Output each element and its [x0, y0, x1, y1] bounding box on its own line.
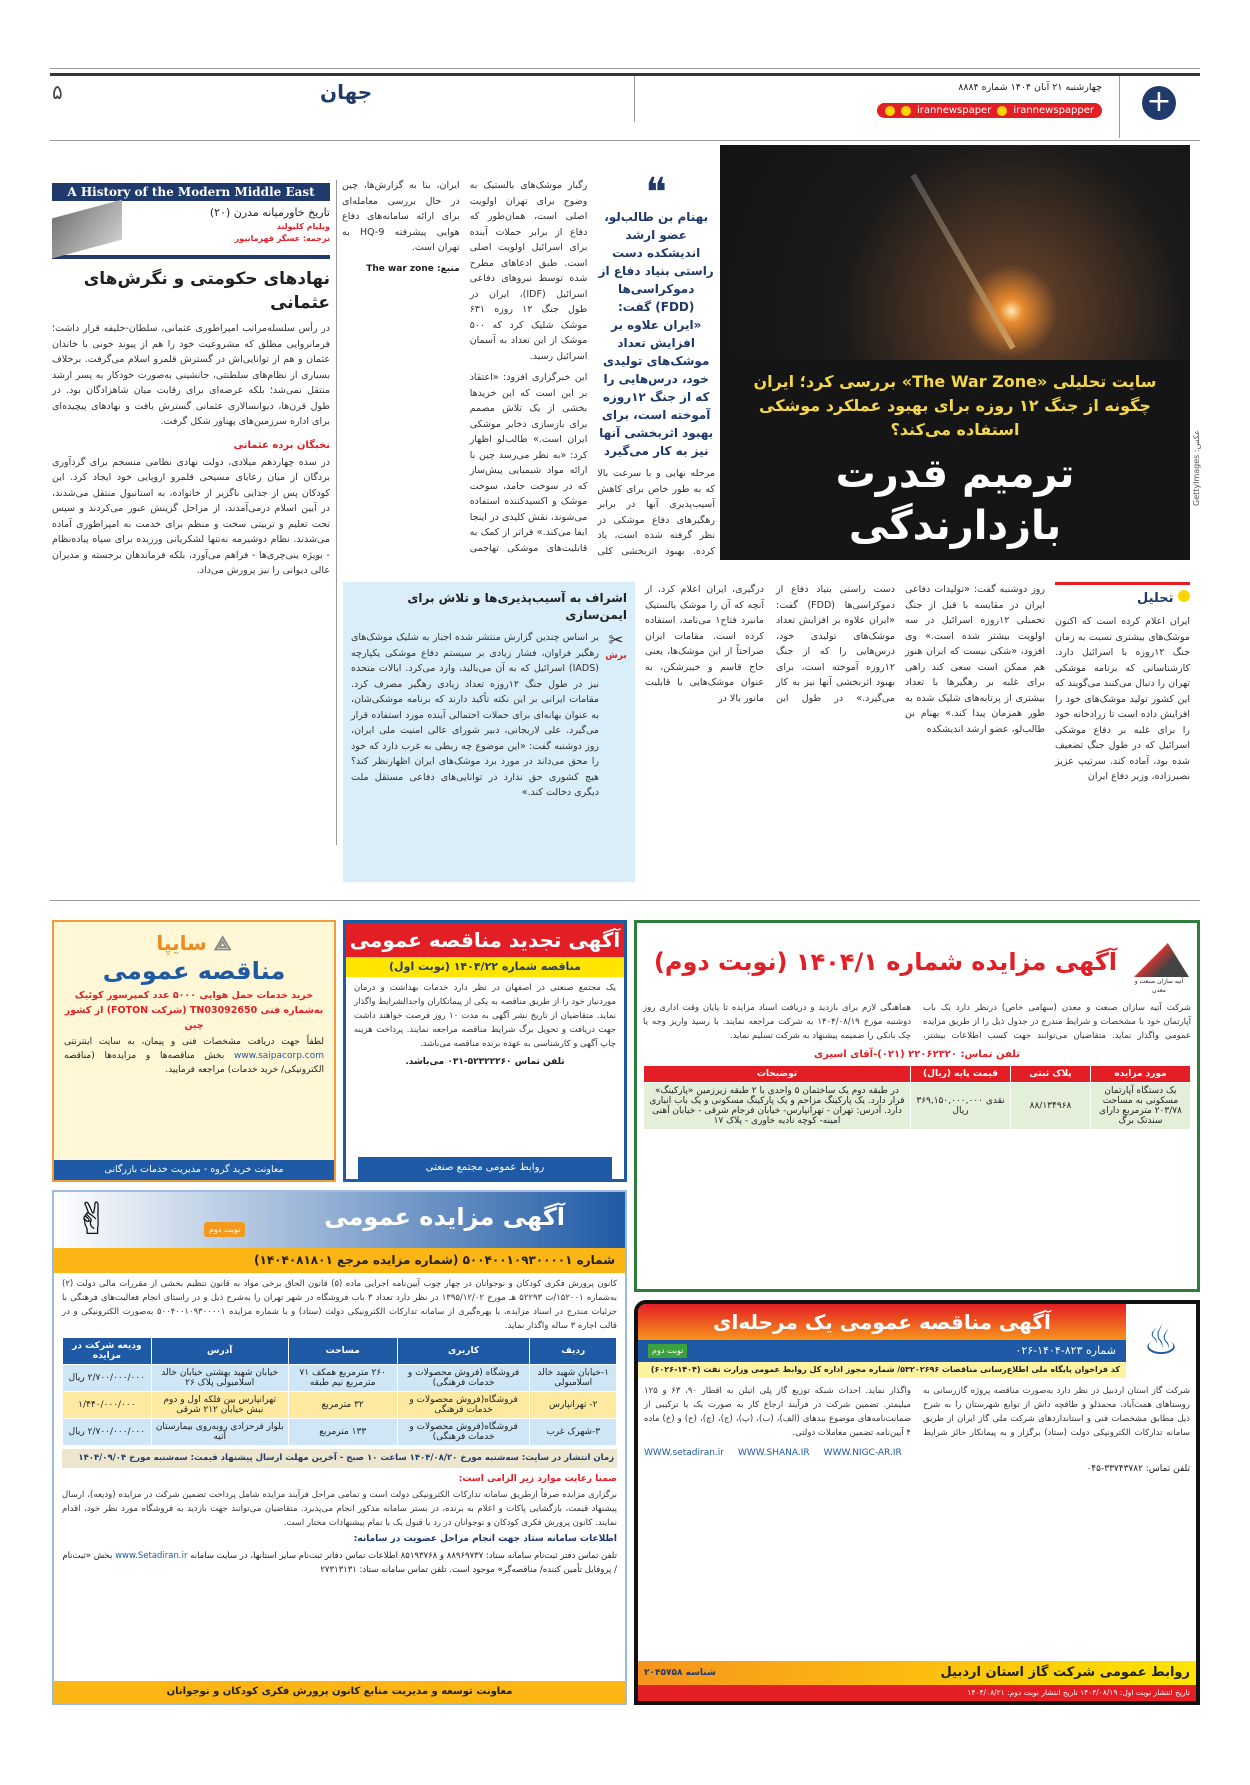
analysis-label: تحلیل	[1055, 590, 1190, 608]
tender-ad-saipa: ⟁ سایپا مناقصه عمومی خرید خدمات حمل هوایی ۵۰۰۰ عدد کمپرسور کوئیک به‌شماره فنی TN03092650 (شرکت FOTON) از کشور چین لطفاً جهت دریافت مشخصات فنی و پیمان، به سایت اینترنتی www.saipacorp.com بخش مناقصه‌ها و مزایده‌ها (مناقصه الکترونیکی/ خرید خدمات) مراجعه فرمایید. معاونت خرید گروه - مدیریت خدمات بازرگانی	[52, 920, 336, 1182]
box-label: ✂ برش	[605, 630, 627, 661]
auction-table: مورد مزایده پلاک ثبتی قیمت پایه (ریال) توضیحات یک دستگاه آپارتمان مسکونی به مساحت ۲۰۳/۷۸ مترمربع دارای سندتک برگ ۸۸/۱۳۴۹۶۸ نقدی ۳۶۹,۱۵۰,۰۰۰,۰۰۰ ریال در طبقه دوم یک ساختمان ۵ واحدی با ۲ طبقه زیرزمین «پارکینگ» قرار دارد. یک پارکینگ مزاحم و یک پارکینگ مسکونی و یک باب انباری دارد. آدرس: تهران - تهرانپارس- خیابان فرجام شرقی - خیابان آهنی امینه- کوچه نادیه خاوری - پلاک ۱۷	[643, 1065, 1191, 1130]
social-handles[interactable]	[877, 103, 1102, 118]
lead-column: این خبرگزاری افزود: «اعتقاد بر این است که این خریدها بخشی از یک تلاش مصمم برای بازسازی ذخایر موشکی ایران است.» طالب‌لو اظهار کرد: «به نظر می‌رسد چین با ارائه مواد شیمیایی پیش‌ساز که در سوخت جامد، سوخت موشک و اکسیدکننده استفاده می‌شوند، نقش کلیدی در اینجا ایفا می‌کند.» فراتر از کمک به قابلیت‌های موشکی تهاجمی ایران، بنا به گزارش‌ها، چین در حال بررسی معامله‌ای برای ارائه سامانه‌های دفاع هوایی پیشرفته HQ-9 به تهران است.	[342, 180, 588, 554]
section-title: جهان	[320, 80, 373, 104]
box-body: بر اساس چندین گزارش منتشر شده اجبار به شلیک موشک‌های رهگیر فراوان، فشار زیادی بر سیستم دفاع موشکی یکپارچه (IADS) اسرائیل که به آن می‌بالید، وارد می‌کرد. ایالات متحده نیز در طول جنگ ۱۲روزه تعداد زیادی رهگیر مصرف کرد. مقامات ایرانی بر این نکته تأکید دارند که برنامه موشکی‌شان، به عنوان بهانه‌ای برای حملات احتمالی آینده مورد استفاده قرار می‌گیرد. علی لاریجانی، دبیر شورای عالی امنیت ملی ایران، روز دوشنبه گفت: «این موضوع چه ربطی به غرب دارد که خود را محق می‌داند در مورد برد موشک‌های ایران اظهارنظر کند؟ هیچ کشوری حق ندارد در توانایی‌های دفاعی مستقل ملت دیگری دخالت کند.»	[351, 632, 599, 798]
pull-quote	[597, 170, 715, 460]
phone: تلفن تماس ۵۲۳۲۲۲۶۰-۰۳۱ می‌باشد.	[405, 1057, 565, 1067]
telegram-icon	[885, 106, 895, 116]
phone: تلفن تماس: ۳۳۷۴۳۷۸۲-۰۴۵	[1086, 1464, 1190, 1474]
quote-text: بهنام بن طالب‌لو، عضو ارشد اندیشکده دست راستی بنیاد دفاع از دموکراسی‌ها (FDD) گفت: «ایران علاوه بر افزایش تعداد موشک‌های تولیدی خود، درس‌هایی را که از جنگ ۱۲روزه آموخته است، برای بهبود اثربخشی آنها نیز به کار می‌گیرد	[598, 210, 714, 458]
tender-ad-gas: ♨ آگهی مناقصه عمومی یک مرحله‌ای شماره ۸۲۳-۱۴۰۴-۰۲۶ نوبت دوم کد فراخوان پایگاه ملی اطلاع‌رسانی مناقصات ۵۳۲۰۲۶۹۶/ شماره مجوز اداره کل روابط عمومی وزارت نفت (۱۴۰۴-۶۰۲۶) شرکت گاز استان اردبیل در نظر دارد به‌صورت مناقصه پروژه گازرسانی به روستاهای همت‌آباد، محمدلو و طاقچه داش از توابع شهرستان را به شرح ذیل مطابق مشخصات فنی و استانداردهای شرکت ملی گاز ایران از طریق سامانه تدارکات الکترونیکی دولت (ستاد) برگزار و به پیمانکار حائز شرایط واگذار نماید. احداث شبکه توزیع گاز پلی اتیلن به اقطار ۹۰، ۶۳ و ۱۲۵ میلیمتر. تضمین شرکت در فرآیند ارجاع کار به صورت یک یا ترکیبی از ضمانت‌نامه‌های موضوع بندهای (الف)، (ب)، (پ)، (ج)، (چ)، (ح) و (خ) ماده ۴ آیین‌نامه تضمین معاملات دولتی. WWW.setadiran.ir WWW.SHANA.IR WWW.NIGC-AR.IR تلفن تماس: ۳۳۷۴۳۷۸۲-۰۴۵ روابط عمومی شرکت گاز استان اردبیل شناسه ۲۰۴۵۷۵۸ تاریخ انتشار نوبت اول: ۱۴۰۴/۰۸/۱۹ تاریخ انتشار نوبت دوم: ۱۴۰۴/۰۸/۲۱	[634, 1300, 1200, 1705]
analysis-column: روز دوشنبه گفت: «تولیدات دفاعی ایران در مقایسه با قبل از جنگ تحمیلی ۱۲روزه اسرائیل در سه اولویت بیشتر شده است.» وی افزود، «شکی نیست که ایران هنوز هم ممکن است سعی کند راهی برای غلبه بر رهگیرها با تعداد بیشتری از پرتابه‌های شلیک شده به طور همزمان پیدا کند.» بهنام بن طالب‌لو، عضو ارشد اندیشکده	[905, 584, 1046, 735]
twitter-icon	[901, 106, 911, 116]
saipa-link[interactable]: www.saipacorp.com	[233, 1051, 324, 1061]
page-number: ۵	[52, 80, 63, 104]
stores-table: ردیف کاربری مساحت آدرس ودیعه شرکت در مزایده ۱-خیابان شهید خالد اسلامبولی فروشگاه (فروش محصولات و خدمات فرهنگی) ۲۶۰ مترمربع همکف ۷۱ مترمربع نیم طبقه خیابان شهید بهشتی خیابان خالد اسلامبولی پلاک ۲۶ ۲/۷۰۰/۰۰۰/۰۰۰ ریال ۲- تهرانپارس فروشگاه(فروش محصولات و خدمات فرهنگی ۳۲ مترمربع تهرانپارس بین فلکه اول و دوم نبش خیابان ۲۱۲ شرقی ۱/۴۴۰/۰۰۰/۰۰۰ ۳-شهرک غرب فروشگاه(فروش محصولات و خدمات فرهنگی) ۱۳۳ مترمربع بلوار فرحزادی روبه‌روی بیمارستان آتیه ۲/۷۰۰/۰۰۰/۰۰۰ ریال	[62, 1337, 617, 1446]
translator: ترجمه: عسگر قهرمانپور	[234, 234, 330, 243]
author: ویلیام کلیولند	[276, 222, 330, 231]
book-image	[52, 200, 122, 259]
phone: تلفن تماس: ۲۲۰۶۲۳۲۰ (۰۲۱)-آقای اسیری	[813, 1049, 1021, 1060]
lead-column: مرحله نهایی و با سرعت بالا که به طور خاص برای کاهش آسیب‌پذیری آنها در برابر رهگیرهای دفاع موشکی در نظر گرفته شده است، یاد کرده. بهبود اثربخشی کلی رگبار موشک‌های بالستیک به وضوح برای تهران اولویت اصلی است، همان‌طور که دفاع از برابر حملات آینده برای اسرائیل اولویت اصلی است. طبق ادعاهای مطرح شده توسط نیروهای دفاعی اسرائیل (IDF)، ایران در طول جنگ ۱۲ روزه ۶۳۱ موشک شلیک کرد که ۵۰۰ موشک از این تعداد به آسمان اسرائیل رسید.	[469, 180, 715, 557]
auction-ad-atieh: آتیه سازان صنعت و معدن آگهی مزایده شماره ۱۴۰۴/۱ (نوبت دوم) شرکت آتیه سازان صنعت و معدن (سهامی خاص) درنظر دارد یک باب آپارتمان خود با مشخصات و شرایط مندرج در جدول ذیل را از طریق مزایده عمومی واگذار نماید. متقاضیان می‌توانند جهت کسب اطلاعات بیشتر، هماهنگی لازم برای بازدید و دریافت اسناد مزایده تا پایان وقت اداری روز دوشنبه مورخ ۱۴۰۴/۰۸/۱۹ به شرکت مراجعه نمایند. با رسید واریز وجه یا چک بانکی را ضمیمه پیشنهاد به شرکت تسلیم نماید. تلفن تماس: ۲۲۰۶۲۳۲۰ (۰۲۱)-آقای اسیری مورد مزایده پلاک ثبتی قیمت پایه (ریال) توضیحات یک دستگاه آپارتمان مسکونی به مساحت ۲۰۳/۷۸ مترمربع دارای سندتک برگ ۸۸/۱۳۴۹۶۸ نقدی ۳۶۹,۱۵۰,۰۰۰,۰۰۰ ریال در طبقه دوم یک ساختمان ۵ واحدی با ۲ طبقه زیرزمین «پارکینگ» قرار دارد. یک پارکینگ مزاحم و یک پارکینگ مسکونی و یک باب انباری دارد. آدرس: تهران - تهرانپارس- خیابان فرجام شرقی - خیابان آهنی امینه- کوچه نادیه خاوری - پلاک ۱۷	[634, 920, 1200, 1292]
instagram-icon	[997, 106, 1007, 116]
box-title: اشراف به آسیب‌پذیری‌ها و تلاش برای ایمن‌سازی	[407, 591, 627, 622]
article-title: نهادهای حکومتی و نگرش‌های عثمانی	[83, 269, 330, 313]
plus-icon: +	[1142, 86, 1176, 120]
setad-link[interactable]: WWW.setadiran.ir	[644, 1448, 724, 1458]
nigc-logo: ♨	[1143, 1318, 1179, 1364]
tender-ad-isfahan: آگهی تجدید مناقصه عمومی مناقصه شماره ۱۴۰۴/۲۲ (نوبت اول) یک مجتمع صنعتی در اصفهان در نظر دارد خدمات بهداشت و درمان موردنیاز خود را از طریق مناقصه به یکی از پیمانکاران واجدالشرایط واگذار نماید. متقاضیان از تاریخ نشر آگهی به مدت ۱۰ روز فرصت خواهند داشت جهت دریافت و تحویل برگ شرایط مناقصه مراجعه نمایند. پرداخت هزینه چاپ آگهی و کارشناسی به عهده برنده مناقصه می‌باشد. تلفن تماس ۵۲۳۲۲۲۶۰-۰۳۱ می‌باشد. روابط عمومی مجتمع صنعتی	[343, 920, 627, 1182]
issue-date: چهارشنبه ۲۱ آبان ۱۴۰۴ شماره ۸۸۸۴	[958, 82, 1102, 93]
shana-link[interactable]: WWW.SHANA.IR	[738, 1448, 810, 1458]
scissors-icon: ✂	[608, 630, 624, 651]
sidebar-box	[343, 582, 635, 882]
series-title: تاریخ خاورمیانه مدرن (۲۰)	[209, 206, 330, 219]
lead-photo	[720, 145, 1190, 560]
ad-title: آگهی مزایده شماره ۱۴۰۴/۱ (نوبت دوم)	[653, 948, 1117, 976]
company-logo	[1129, 929, 1189, 977]
analysis-column: ایران اعلام کرده است که اکنون موشک‌های بیشتری نسبت به زمان جنگ ۱۲روزه با اسرائیل دارد. کارشناسانی که برنامه موشکی تهران را دنبال می‌کنند می‌گویند که این کشور تولید موشک‌های خود را افزایش داده است تا زرادخانه خود را برای غلبه بر دفاع موشکی اسرائیل که در طول جنگ تضعیف شده بود، آماده کند. سرتیپ عزیز نصیرزاده، وزیر دفاع ایران	[1055, 616, 1191, 782]
social-handle[interactable]: irannewspaper	[917, 105, 992, 116]
article-body: در سده چهاردهم میلادی، دولت نهادی نظامی منسجم برای گردآوری بردگان از میان رعایای مسیحی قلمرو اروپایی خود ایجاد کرد. این کودکان پس از جدایی ناگزیر از خانواده، به استانبول منتقل می‌شدند، در آیین اسلام درمی‌آمدند، از مراحل گزینش عبور می‌کردند و سپس تحت تعلیم و تربیتی سخت و منظم برای خدمت به امپراطوری آماده می‌شدند. نظام دوشیرمه نه‌تنها لشکریانی ورزیده برای سپاه پیاده‌نظام - بویژه ینی‌چری‌ها - فراهم می‌آورد، بلکه فرماندهان برجسته و مدیران عالی دیوانی را نیز پرورش می‌داد.	[52, 456, 330, 576]
quote-icon: ❝	[645, 170, 667, 216]
analysis-column: دست راستی بنیاد دفاع از دموکراسی‌ها (FDD) گفت: «ایران علاوه بر افزایش تعداد موشک‌های تولیدی خود، درس‌هایی را که از جنگ ۱۲روزه آموخته است، برای بهبود اثربخشی آنها نیز به کار می‌گیرد.» در طول این درگیری، ایران اعلام کرد، از آنچه که آن را موشک بالستیک مانبرد فتاح۱ می‌نامد، استفاده کرده است. مقامات ایران صراحتاً از این موشک‌ها، یعنی حاج قاسم و خیبرشکن، به عنوان موشک‌هایی با قابلیت مانور بالا در	[645, 584, 895, 704]
subhead: نخبگان برده عثمانی	[233, 439, 330, 451]
social-handle[interactable]: irannewspapper	[1013, 105, 1094, 116]
lead-title: ترمیم قدرت بازدارندگی	[835, 451, 1075, 549]
setad-link[interactable]: www.Setadiran.ir	[115, 1551, 188, 1561]
series-banner: A History of the Modern Middle East	[52, 183, 330, 201]
article-body: در رأس سلسله‌مراتب امپراطوری عثمانی، سلطان-خلیفه قرار داشت؛ فرمانروایی مطلق که مشروعیت خود را هم از پیوند خونی با خاندان عثمان و هم از توانایی‌اش در گسترش قلمرو اسلام می‌گرفت. برخلاف بسیاری از نظام‌های سلطنتی، جانشینی به‌صورت خودکار به پسر ارشد منتقل نمی‌شد؛ بلکه عرصه‌ای برای رقابت میان شاهزادگان بود. در طول قرن‌ها، دیوانسالاری عثمانی گسترش یافت و نهادهای پیچیده‌ای برای اداره سرزمین‌های پهناور شکل گرفت.	[52, 323, 330, 427]
history-article	[52, 183, 330, 579]
nigc-link[interactable]: WWW.NIGC-AR.IR	[823, 1448, 902, 1458]
photo-credit: عکس: GettyImages	[1192, 430, 1201, 506]
auction-ad-kanoon: آگهی مزایده عمومی نوبت دوم ✌ شماره ۵۰۰۴۰۰۱۰۹۳۰۰۰۰۱ (شماره مزایده مرجع ۱۴۰۴۰۸۱۸۰۱) کانون پرورش فکری کودکان و نوجوانان در چهار چوب آیین‌نامه اجرایی ماده (۵) قانون الحاق برخی مواد به قانون تنظیم بخشی از مقررات مالی دولت (۲) به‌شماره ۱۵۲۰۰۱/ت ۵۲۲۹۳ هـ مورخ ۱۳۹۵/۱۲/۰۲ در نظر دارد تعداد ۳ باب فروشگاه در شهر تهران را به‌شرح ذیل و در راستای انجام فعالیت‌های فرهنگی با جزئیات مندرج در اسناد مزایده، با بهره‌گیری از سامانه تدارکات الکترونیکی دولت (ستاد) و با شماره مزایده ۵۰۰۴۰۰۱۰۹۳۰۰۰۰۱ به‌صورت الکترونیکی و در قالب اجاره ۳ ساله واگذار نماید. ردیف کاربری مساحت آدرس ودیعه شرکت در مزایده ۱-خیابان شهید خالد اسلامبولی فروشگاه (فروش محصولات و خدمات فرهنگی) ۲۶۰ مترمربع همکف ۷۱ مترمربع نیم طبقه خیابان شهید بهشتی خیابان خالد اسلامبولی پلاک ۲۶ ۲/۷۰۰/۰۰۰/۰۰۰ ریال ۲- تهرانپارس فروشگاه(فروش محصولات و خدمات فرهنگی ۳۲ مترمربع تهرانپارس بین فلکه اول و دوم نبش خیابان ۲۱۲ شرقی ۱/۴۴۰/۰۰۰/۰۰۰ ۳-شهرک غرب فروشگاه(فروش محصولات و خدمات فرهنگی) ۱۳۳ مترمربع بلوار فرحزادی روبه‌روی بیمارستان آتیه ۲/۷۰۰/۰۰۰/۰۰۰ ریال زمان انتشار در سایت: سه‌شنبه مورخ ۱۴۰۴/۰۸/۲۰ ساعت ۱۰ صبح - آخرین مهلت ارسال پیشنهاد قیمت: سه‌شنبه مورخ ۱۴۰۴/۰۹/۰۴ ضمنا رعایت موارد زیر الزامی است: برگزاری مزایده صرفاً ازطریق سامانه تدارکات الکترونیکی دولت است و تمامی مراحل فرآیند مزایده شامل پرداخت تضمین شرکت در مزایده (ودیعه)، ارسال پیشنهاد قیمت، بازگشایی پاکات و اعلام به برنده، در بستر سامانه مذکور انجام می‌پذیرد. متقاضیان می‌توانند جهت بازدید به فروشگاه مورد نظر خود، اقدام نمایند. کانون پرورش فکری کودکان و نوجوانان در رد یا قبول یک یا تمام پیشنهادات مختار است. اطلاعات سامانه ستاد جهت انجام مراحل عضویت در سامانه: تلفن تماس دفتر ثبت‌نام سامانه ستاد: ۸۸۹۶۹۷۳۷ و ۸۵۱۹۳۷۶۸ اطلاعات تماس دفاتر ثبت‌نام سایر استانها، در سایت سامانه www.Setadiran.ir بخش «ثبت‌نام / پروفایل تأمین کننده/ مناقصه‌گر» موجود است. تلفن تماس سامانه ستاد: ۲۷۳۱۳۱۳۱ معاونت توسعه و مدیریت منابع کانون پرورش فکری کودکان و نوجوانان	[52, 1190, 627, 1705]
saipa-logo: ⟁ سایپا	[156, 931, 232, 955]
source: منبع: The war zone	[366, 263, 460, 274]
lead-text	[342, 170, 715, 563]
lead-kicker: سایت تحلیلی «The War Zone» بررسی کرد؛ ایران چگونه از جنگ ۱۲ روزه برای بهبود عملکرد موشکی استفاده می‌کند؟	[753, 372, 1157, 439]
kanoon-logo: ✌	[74, 1194, 111, 1245]
